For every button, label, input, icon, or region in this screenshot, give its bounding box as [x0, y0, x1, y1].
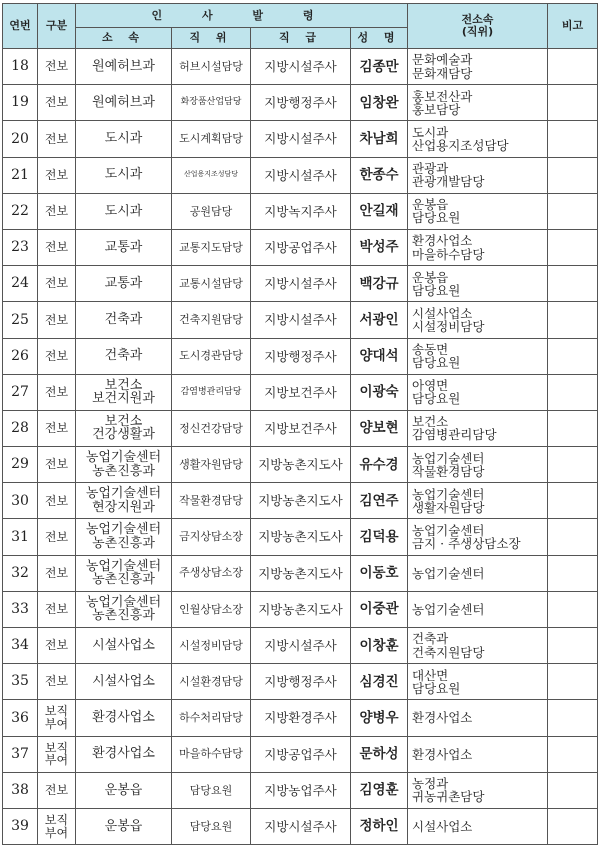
cell-sosok: 농업기술센터 현장지원과	[76, 483, 172, 519]
cell-no: 29	[3, 447, 38, 483]
cell-gubun: 전보	[38, 229, 76, 265]
cell-no: 26	[3, 338, 38, 374]
cell-sosok: 원예허브과	[76, 85, 172, 121]
cell-dest: 농업기술센터 생활자원담당	[408, 483, 548, 519]
cell-dest: 문화예술과 문화재담당	[408, 49, 548, 85]
cell-gubun: 전보	[38, 410, 76, 446]
cell-no: 39	[3, 808, 38, 844]
cell-no: 18	[3, 49, 38, 85]
header-dest-line1: 전소속	[461, 13, 494, 27]
cell-sosok: 환경사업소	[76, 736, 172, 772]
cell-bigo	[548, 808, 598, 844]
cell-dest: 건축과 건축지원담당	[408, 628, 548, 664]
header-jikwi: 직 위	[172, 28, 251, 49]
cell-dest: 환경사업소	[408, 700, 548, 736]
table-row	[3, 736, 598, 772]
header-order: 인 사 발 령	[76, 4, 408, 28]
cell-jikwi: 주생상담소장	[172, 555, 251, 591]
cell-bigo	[548, 193, 598, 229]
cell-sosok: 운봉읍	[76, 808, 172, 844]
cell-jikwi: 담당요원	[172, 808, 251, 844]
cell-no: 35	[3, 664, 38, 700]
table-row	[3, 266, 598, 302]
cell-no: 20	[3, 121, 38, 157]
table-row	[3, 157, 598, 193]
cell-gubun: 전보	[38, 374, 76, 410]
cell-name: 김연주	[351, 483, 408, 519]
cell-bigo	[548, 85, 598, 121]
cell-jikgeup: 지방보건주사	[251, 410, 351, 446]
cell-sosok: 시설사업소	[76, 664, 172, 700]
cell-no: 21	[3, 157, 38, 193]
cell-jikwi: 허브시설담당	[172, 49, 251, 85]
table-row	[3, 121, 598, 157]
cell-name: 정하인	[351, 808, 408, 844]
cell-gubun: 전보	[38, 157, 76, 193]
cell-jikgeup: 지방시설주사	[251, 628, 351, 664]
cell-name: 서광인	[351, 302, 408, 338]
cell-bigo	[548, 157, 598, 193]
cell-dest: 운봉읍 담당요원	[408, 266, 548, 302]
cell-dest: 아영면 담당요원	[408, 374, 548, 410]
cell-gubun: 전보	[38, 628, 76, 664]
cell-name: 이동호	[351, 555, 408, 591]
cell-bigo	[548, 410, 598, 446]
cell-sosok: 보건소 건강생활과	[76, 410, 172, 446]
cell-sosok: 운봉읍	[76, 772, 172, 808]
cell-jikgeup: 지방시설주사	[251, 49, 351, 85]
cell-bigo	[548, 266, 598, 302]
cell-jikgeup: 지방행정주사	[251, 664, 351, 700]
cell-jikgeup: 지방행정주사	[251, 85, 351, 121]
cell-jikgeup: 지방농촌지도사	[251, 591, 351, 627]
cell-gubun: 전보	[38, 555, 76, 591]
header-jikgeup: 직 급	[251, 28, 351, 49]
cell-bigo	[548, 374, 598, 410]
cell-jikgeup: 지방농촌지도사	[251, 483, 351, 519]
cell-name: 이창훈	[351, 628, 408, 664]
cell-name: 양보현	[351, 410, 408, 446]
cell-jikwi: 금지상담소장	[172, 519, 251, 555]
cell-name: 김덕용	[351, 519, 408, 555]
cell-jikgeup: 지방보건주사	[251, 374, 351, 410]
cell-bigo	[548, 483, 598, 519]
cell-jikwi: 감염병관리담당	[172, 374, 251, 410]
cell-no: 36	[3, 700, 38, 736]
table-row	[3, 410, 598, 446]
cell-no: 33	[3, 591, 38, 627]
cell-jikgeup: 지방농촌지도사	[251, 555, 351, 591]
cell-dest: 환경사업소 마을하수담당	[408, 229, 548, 265]
cell-name: 김종만	[351, 49, 408, 85]
cell-jikgeup: 지방시설주사	[251, 808, 351, 844]
cell-dest: 환경사업소	[408, 736, 548, 772]
cell-jikgeup: 지방시설주사	[251, 302, 351, 338]
cell-jikwi: 화장품산업담당	[172, 85, 251, 121]
cell-sosok: 원예허브과	[76, 49, 172, 85]
cell-name: 양병우	[351, 700, 408, 736]
table-row	[3, 193, 598, 229]
cell-dest: 대산면 담당요원	[408, 664, 548, 700]
cell-jikgeup: 지방공업주사	[251, 229, 351, 265]
cell-bigo	[548, 121, 598, 157]
cell-no: 25	[3, 302, 38, 338]
cell-sosok: 환경사업소	[76, 700, 172, 736]
cell-jikgeup: 지방행정주사	[251, 338, 351, 374]
cell-jikwi: 담당요원	[172, 772, 251, 808]
cell-name: 차남희	[351, 121, 408, 157]
cell-dest: 농업기술센터	[408, 555, 548, 591]
cell-jikgeup: 지방시설주사	[251, 157, 351, 193]
cell-sosok: 시설사업소	[76, 628, 172, 664]
cell-jikwi: 공원담당	[172, 193, 251, 229]
cell-gubun: 전보	[38, 85, 76, 121]
table-row	[3, 85, 598, 121]
cell-jikgeup: 지방녹지주사	[251, 193, 351, 229]
cell-jikwi: 생활자원담당	[172, 447, 251, 483]
table-row	[3, 483, 598, 519]
cell-jikgeup: 지방환경주사	[251, 700, 351, 736]
cell-gubun: 전보	[38, 483, 76, 519]
table-row	[3, 374, 598, 410]
cell-jikwi: 도시계획담당	[172, 121, 251, 157]
cell-jikwi: 교통지도담당	[172, 229, 251, 265]
table-row	[3, 772, 598, 808]
cell-gubun: 전보	[38, 519, 76, 555]
cell-no: 31	[3, 519, 38, 555]
cell-jikwi: 도시경관담당	[172, 338, 251, 374]
cell-gubun: 전보	[38, 193, 76, 229]
table-row	[3, 664, 598, 700]
cell-name: 유수경	[351, 447, 408, 483]
cell-name: 박성주	[351, 229, 408, 265]
header-dest-line2: (직위)	[461, 25, 494, 38]
cell-bigo	[548, 628, 598, 664]
cell-sosok: 농업기술센터 농촌진흥과	[76, 591, 172, 627]
cell-gubun: 보직 부여	[38, 700, 76, 736]
table-row	[3, 447, 598, 483]
cell-dest: 시설사업소	[408, 808, 548, 844]
cell-name: 임창완	[351, 85, 408, 121]
table-row	[3, 229, 598, 265]
cell-bigo	[548, 555, 598, 591]
header-sosok: 소 속	[76, 28, 172, 49]
cell-dest: 송동면 담당요원	[408, 338, 548, 374]
cell-gubun: 전보	[38, 302, 76, 338]
cell-jikgeup: 지방시설주사	[251, 266, 351, 302]
cell-sosok: 교통과	[76, 229, 172, 265]
cell-bigo	[548, 229, 598, 265]
table-row	[3, 338, 598, 374]
cell-jikgeup: 지방공업주사	[251, 736, 351, 772]
cell-gubun: 전보	[38, 266, 76, 302]
cell-dest: 홍보전산과 홍보담당	[408, 85, 548, 121]
cell-jikgeup: 지방시설주사	[251, 121, 351, 157]
cell-bigo	[548, 49, 598, 85]
cell-gubun: 보직 부여	[38, 808, 76, 844]
cell-jikgeup: 지방농촌지도사	[251, 447, 351, 483]
cell-no: 23	[3, 229, 38, 265]
cell-name: 문하성	[351, 736, 408, 772]
cell-gubun: 전보	[38, 338, 76, 374]
cell-gubun: 전보	[38, 664, 76, 700]
cell-dest: 농업기술센터 금지 · 주생상담소장	[408, 519, 548, 555]
cell-no: 30	[3, 483, 38, 519]
table-header	[3, 4, 598, 49]
header-no: 연번	[3, 4, 38, 49]
cell-jikwi: 정신건강담당	[172, 410, 251, 446]
cell-bigo	[548, 519, 598, 555]
cell-jikwi: 건축지원담당	[172, 302, 251, 338]
cell-name: 양대석	[351, 338, 408, 374]
cell-gubun: 전보	[38, 121, 76, 157]
cell-dest: 관광과 관광개발담당	[408, 157, 548, 193]
cell-dest: 농업기술센터	[408, 591, 548, 627]
cell-gubun: 전보	[38, 772, 76, 808]
header-gubun: 구분	[38, 4, 76, 49]
cell-sosok: 농업기술센터 농촌진흥과	[76, 519, 172, 555]
cell-sosok: 도시과	[76, 121, 172, 157]
table-row	[3, 628, 598, 664]
cell-name: 이중관	[351, 591, 408, 627]
cell-no: 24	[3, 266, 38, 302]
header-dest	[408, 4, 548, 49]
cell-jikwi: 작물환경담당	[172, 483, 251, 519]
cell-bigo	[548, 700, 598, 736]
cell-no: 19	[3, 85, 38, 121]
cell-no: 37	[3, 736, 38, 772]
cell-no: 38	[3, 772, 38, 808]
cell-dest: 도시과 산업용지조성담당	[408, 121, 548, 157]
table-row	[3, 591, 598, 627]
cell-sosok: 건축과	[76, 338, 172, 374]
table-row	[3, 808, 598, 844]
cell-jikwi: 산업용지조성담당	[172, 157, 251, 193]
cell-dest: 농업기술센터 작물환경담당	[408, 447, 548, 483]
cell-no: 22	[3, 193, 38, 229]
cell-dest: 시설사업소 시설정비담당	[408, 302, 548, 338]
table-row	[3, 49, 598, 85]
table-row	[3, 555, 598, 591]
cell-name: 심경진	[351, 664, 408, 700]
cell-gubun: 전보	[38, 49, 76, 85]
header-name: 성 명	[351, 28, 408, 49]
cell-name: 김영훈	[351, 772, 408, 808]
header-bigo: 비고	[548, 4, 598, 49]
cell-name: 백강규	[351, 266, 408, 302]
cell-no: 34	[3, 628, 38, 664]
cell-sosok: 보건소 보건지원과	[76, 374, 172, 410]
cell-jikwi: 교통시설담당	[172, 266, 251, 302]
cell-no: 27	[3, 374, 38, 410]
cell-bigo	[548, 736, 598, 772]
cell-dest: 운봉읍 담당요원	[408, 193, 548, 229]
cell-bigo	[548, 591, 598, 627]
table-row	[3, 700, 598, 736]
cell-jikwi: 하수처리담당	[172, 700, 251, 736]
cell-sosok: 농업기술센터 농촌진흥과	[76, 555, 172, 591]
cell-jikwi: 시설정비담당	[172, 628, 251, 664]
cell-jikwi: 시설환경담당	[172, 664, 251, 700]
cell-bigo	[548, 302, 598, 338]
cell-sosok: 건축과	[76, 302, 172, 338]
cell-sosok: 농업기술센터 농촌진흥과	[76, 447, 172, 483]
cell-gubun: 전보	[38, 591, 76, 627]
cell-sosok: 교통과	[76, 266, 172, 302]
cell-bigo	[548, 338, 598, 374]
cell-jikgeup: 지방농업주사	[251, 772, 351, 808]
cell-name: 이광숙	[351, 374, 408, 410]
cell-jikgeup: 지방농촌지도사	[251, 519, 351, 555]
cell-dest: 보건소 감염병관리담당	[408, 410, 548, 446]
cell-sosok: 도시과	[76, 157, 172, 193]
cell-gubun: 전보	[38, 447, 76, 483]
table-body	[3, 49, 598, 845]
cell-bigo	[548, 664, 598, 700]
cell-sosok: 도시과	[76, 193, 172, 229]
cell-name: 안길재	[351, 193, 408, 229]
cell-bigo	[548, 772, 598, 808]
cell-name: 한종수	[351, 157, 408, 193]
table-row	[3, 302, 598, 338]
cell-jikwi: 마을하수담당	[172, 736, 251, 772]
personnel-table	[2, 3, 598, 845]
cell-bigo	[548, 447, 598, 483]
cell-no: 32	[3, 555, 38, 591]
cell-gubun: 보직 부여	[38, 736, 76, 772]
cell-no: 28	[3, 410, 38, 446]
table-row	[3, 519, 598, 555]
cell-dest: 농정과 귀농귀촌담당	[408, 772, 548, 808]
cell-jikwi: 인월상담소장	[172, 591, 251, 627]
